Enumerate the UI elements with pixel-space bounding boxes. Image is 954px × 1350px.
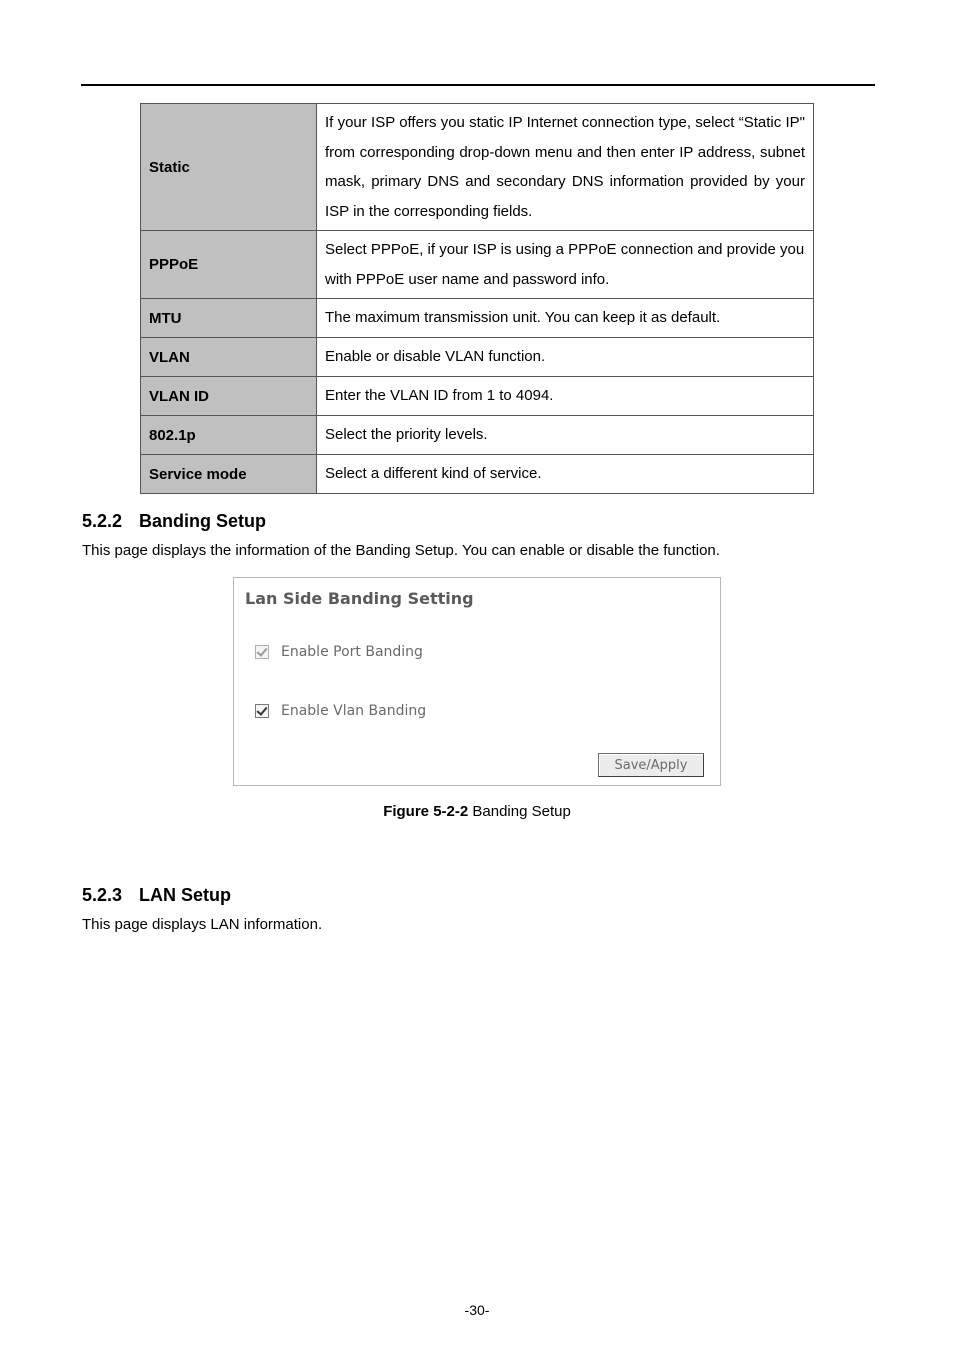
table-value: Enable or disable VLAN function.: [317, 338, 814, 377]
table-key: Service mode: [141, 455, 317, 494]
page-number: -30-: [464, 1302, 490, 1318]
table-row: [141, 377, 814, 416]
table-value: The maximum transmission unit. You can keep it as default.: [317, 299, 814, 338]
table-key: 802.1p: [141, 416, 317, 455]
section-paragraph: This page displays the information of the Banding Setup. You can enable or disable the function.: [82, 542, 720, 559]
section-number: 5.2.3: [82, 885, 123, 905]
table-row: [141, 416, 814, 455]
table-row: [141, 455, 814, 494]
table-value: Enter the VLAN ID from 1 to 4094.: [317, 377, 814, 416]
table-value: Select the priority levels.: [317, 416, 814, 455]
table-key: Static: [141, 104, 317, 231]
section-title: LAN Setup: [139, 885, 231, 905]
table-key: VLAN ID: [141, 377, 317, 416]
section-heading-lan-setup: [82, 885, 231, 906]
section-paragraph: This page displays LAN information.: [82, 916, 323, 933]
table-row: [141, 104, 814, 231]
parameter-table: [140, 103, 814, 494]
section-title: Banding Setup: [139, 511, 266, 531]
table-value: If your ISP offers you static IP Internet connection type, select “Static IP" from corresponding drop-down menu and then enter IP address, subnet mask, primary DNS and secondary DNS information provided by your ISP in the corresponding fields.: [317, 104, 814, 231]
save-apply-button[interactable]: Save/Apply: [598, 753, 704, 777]
section-number: 5.2.2: [82, 511, 123, 531]
table-key: VLAN: [141, 338, 317, 377]
figure-title: Lan Side Banding Setting: [245, 589, 474, 608]
port-banding-option[interactable]: [255, 644, 423, 660]
header-rule: [81, 84, 875, 86]
vlan-banding-checkbox[interactable]: [255, 704, 269, 718]
table-row: [141, 299, 814, 338]
banding-setup-screenshot: [233, 577, 721, 786]
table-value: Select PPPoE, if your ISP is using a PPPoE connection and provide you with PPPoE user name and password info.: [317, 231, 814, 299]
caption-label: Figure 5-2-2: [383, 803, 469, 820]
vlan-banding-option[interactable]: [255, 703, 426, 719]
port-banding-checkbox[interactable]: [255, 645, 269, 659]
figure-caption: [0, 803, 954, 820]
table-key: PPPoE: [141, 231, 317, 299]
table-row: [141, 231, 814, 299]
section-heading-banding-setup: [82, 511, 266, 532]
caption-text: Banding Setup: [472, 803, 571, 820]
table-row: [141, 338, 814, 377]
port-banding-label: Enable Port Banding: [281, 644, 423, 660]
table-key: MTU: [141, 299, 317, 338]
vlan-banding-label: Enable Vlan Banding: [281, 703, 427, 719]
table-value: Select a different kind of service.: [317, 455, 814, 494]
